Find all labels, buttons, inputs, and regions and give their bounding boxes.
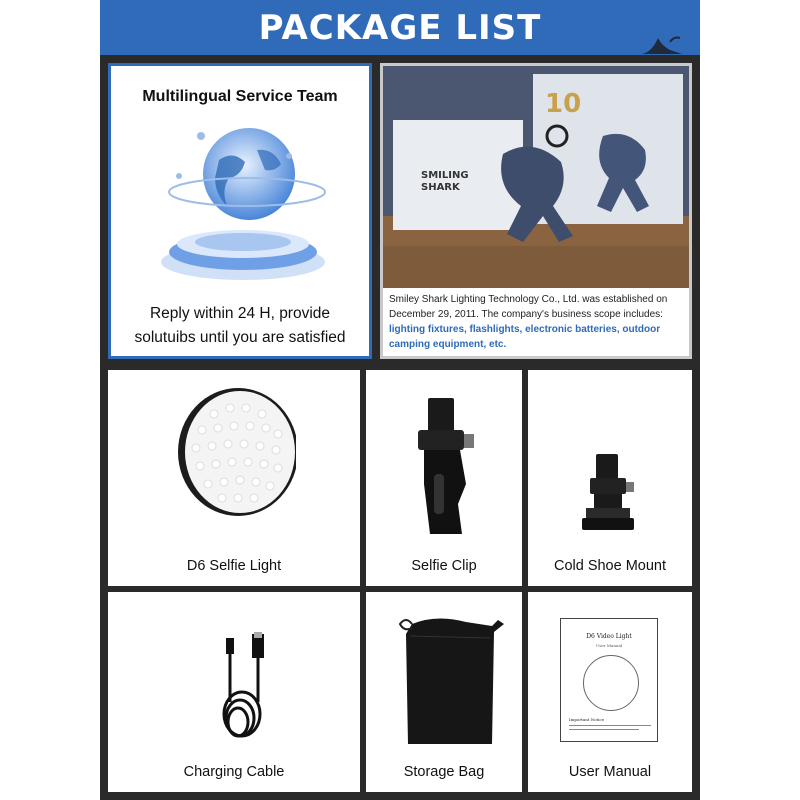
item-label: Cold Shoe Mount	[553, 558, 667, 574]
box-anniversary-number: 10	[545, 89, 582, 119]
item-cold-shoe-mount	[528, 370, 692, 586]
package-list-frame	[100, 0, 700, 800]
service-panel	[108, 63, 372, 359]
page-title: PACKAGE LIST	[258, 7, 542, 48]
brand-line-2: SHARK	[421, 182, 460, 193]
shark-fin-icon	[640, 34, 684, 56]
company-panel	[380, 63, 692, 359]
header-bar	[100, 0, 700, 55]
selfie-light-icon	[174, 384, 296, 520]
manual-title: D6 Video Light	[586, 633, 632, 640]
selfie-clip-icon	[410, 394, 480, 544]
globe-icon	[149, 120, 337, 290]
item-selfie-clip	[366, 370, 522, 586]
service-line-1: Reply within 24 H, provide	[149, 305, 331, 322]
storage-bag-icon	[396, 614, 508, 748]
company-text-plain: Smiley Shark Lighting Technology Co., Ltd. was established on December 29, 2011. The company's business scope includes:	[389, 294, 668, 320]
item-storage-bag	[366, 592, 522, 792]
item-label: D6 Selfie Light	[186, 558, 282, 574]
service-line-2: solutuibs until you are satisfied	[134, 329, 346, 346]
item-selfie-light	[108, 370, 360, 586]
cold-shoe-mount-icon	[580, 450, 644, 536]
service-title: Multilingual Service Team	[142, 88, 338, 105]
item-label: Charging Cable	[183, 764, 285, 780]
charging-cable-icon	[192, 632, 276, 752]
item-charging-cable	[108, 592, 360, 792]
item-label: User Manual	[568, 764, 652, 780]
manual-light-outline	[583, 655, 639, 711]
service-description	[111, 302, 369, 350]
company-text-highlight: lighting fixtures, flashlights, electronic batteries, outdoor camping equipment, etc.	[389, 324, 661, 350]
item-label: Storage Bag	[403, 764, 485, 780]
brand-line-1: SMILING	[421, 170, 469, 181]
item-label: Selfie Clip	[411, 558, 477, 574]
manual-text-line	[569, 729, 639, 730]
company-photo	[383, 66, 689, 288]
company-description	[389, 292, 685, 352]
robot-photo-illustration	[383, 66, 689, 288]
item-user-manual	[528, 592, 692, 792]
manual-text-line	[569, 725, 651, 726]
manual-subtitle: User Manual	[595, 643, 623, 648]
user-manual-icon	[560, 618, 658, 742]
manual-notice: Important Notice	[569, 717, 605, 722]
